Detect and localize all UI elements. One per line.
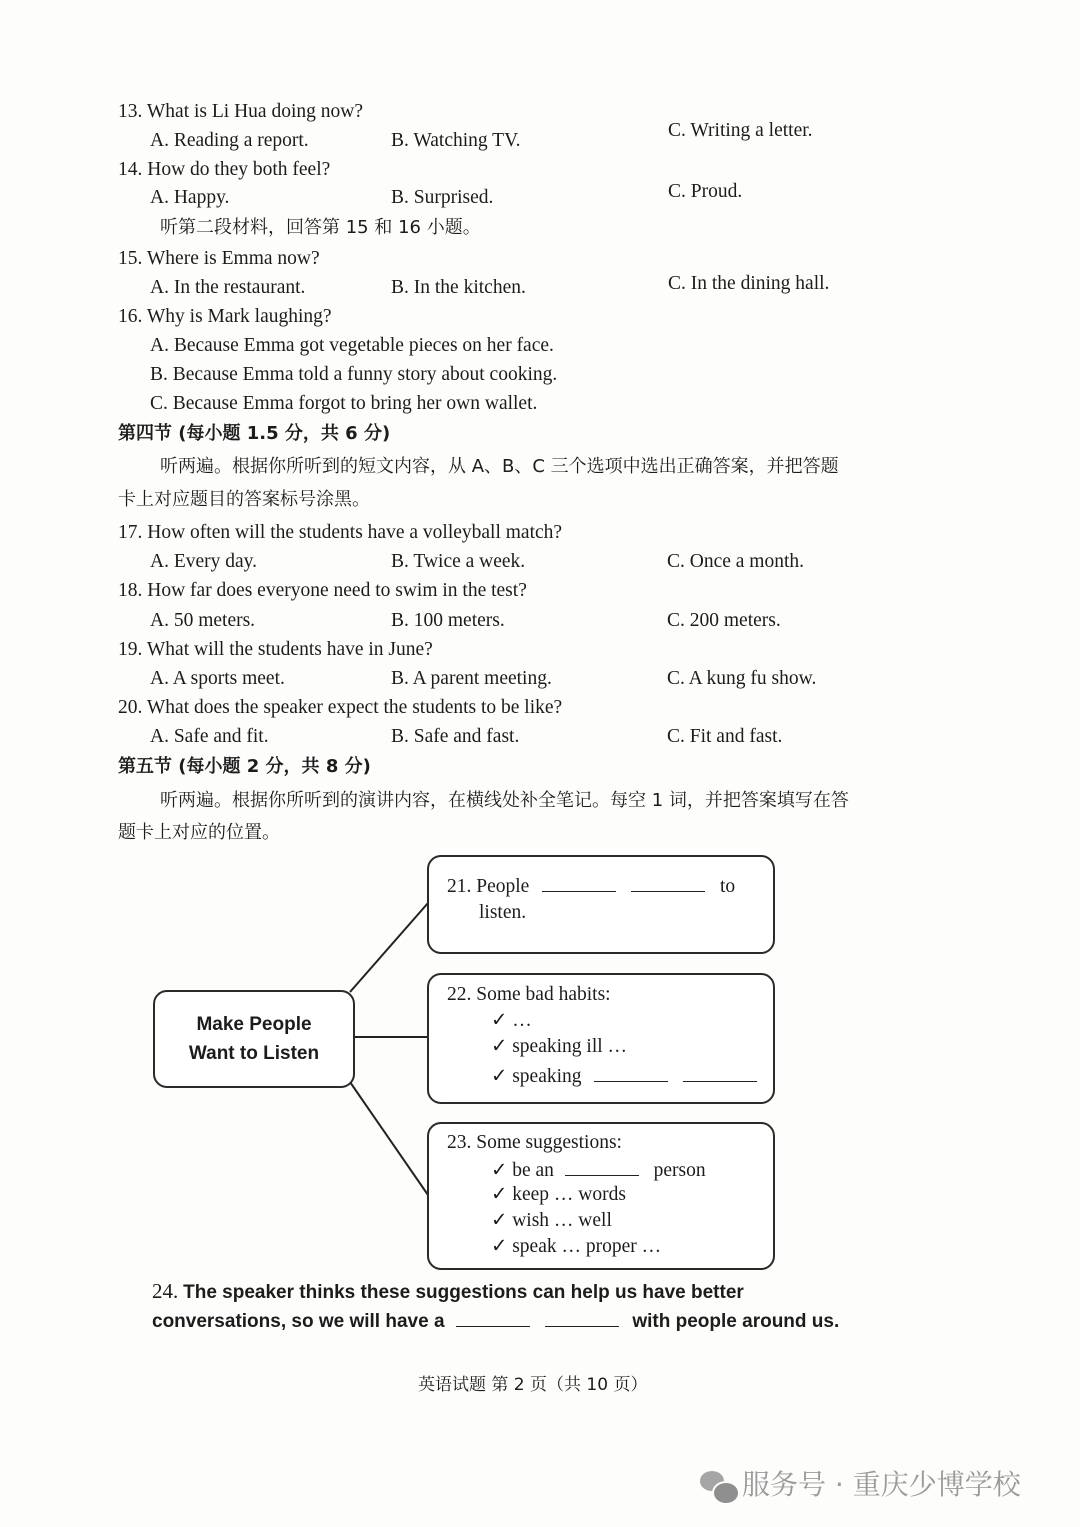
q24-blank-2[interactable]	[545, 1308, 619, 1327]
q14-stem: 14. How do they both feel?	[118, 159, 331, 180]
q14-option-c: C. Proud.	[668, 181, 743, 202]
q21-suffix: to	[719, 876, 736, 897]
check-icon: ✓	[491, 1010, 508, 1031]
q23-item-3: ✓ wish … well	[491, 1210, 612, 1231]
center-line-2: Want to Listen	[188, 1043, 320, 1064]
q15-option-c: C. In the dining hall.	[668, 273, 830, 294]
check-icon: ✓	[491, 1066, 508, 1087]
check-icon: ✓	[491, 1160, 508, 1181]
q20-stem: 20. What does the speaker expect the students to be like?	[118, 697, 563, 718]
q17-stem: 17. How often will the students have a volleyball match?	[118, 522, 563, 543]
q17-option-c: C. Once a month.	[667, 551, 805, 572]
check-icon: ✓	[491, 1236, 508, 1257]
q21-blank-2[interactable]	[631, 873, 705, 892]
q13-stem: 13. What is Li Hua doing now?	[118, 101, 363, 122]
q19-stem: 19. What will the students have in June?	[118, 639, 433, 660]
q23-blank[interactable]	[565, 1157, 639, 1176]
q16-option-b: B. Because Emma told a funny story about cooking.	[150, 364, 558, 385]
check-icon: ✓	[491, 1210, 508, 1231]
page-footer: 英语试题 第 2 页（共 10 页）	[418, 1375, 648, 1395]
q16-stem: 16. Why is Mark laughing?	[118, 306, 332, 327]
q13-option-b: B. Watching TV.	[391, 130, 521, 151]
q23-title: 23. Some suggestions:	[447, 1132, 622, 1153]
q17-option-a: A. Every day.	[150, 551, 258, 572]
q14-option-b: B. Surprised.	[391, 187, 494, 208]
mind-map-center	[153, 990, 355, 1088]
q22-blank-1[interactable]	[594, 1063, 668, 1082]
q21-prefix: 21. People	[447, 876, 530, 897]
q22-item-2: ✓ speaking ill …	[491, 1036, 628, 1057]
q14-option-a: A. Happy.	[150, 187, 230, 208]
q17-option-b: B. Twice a week.	[391, 551, 526, 572]
q19-option-c: C. A kung fu show.	[667, 668, 817, 689]
q19-option-b: B. A parent meeting.	[391, 668, 552, 689]
q24-line-1: 24. The speaker thinks these suggestions can help us have better	[152, 1279, 744, 1303]
q18-option-b: B. 100 meters.	[391, 610, 505, 631]
q24-line-2: conversations, so we will have a with people around us.	[152, 1308, 839, 1334]
check-icon: ✓	[491, 1184, 508, 1205]
q21-line-2: listen.	[479, 902, 527, 923]
center-line-1: Make People	[196, 1014, 312, 1035]
q23-item-2: ✓ keep … words	[491, 1184, 626, 1205]
q18-stem: 18. How far does everyone need to swim in the test?	[118, 580, 527, 601]
q22-blank-2[interactable]	[683, 1063, 757, 1082]
q13-option-c: C. Writing a letter.	[668, 120, 813, 141]
q18-option-c: C. 200 meters.	[667, 610, 781, 631]
section4-instructions-1: 听两遍。根据你所听到的短文内容，从 A、B、C 三个选项中选出正确答案，并把答题	[160, 456, 839, 477]
check-icon: ✓	[491, 1036, 508, 1057]
q21-box	[427, 855, 775, 954]
q13-option-a: A. Reading a report.	[150, 130, 309, 151]
q16-option-c: C. Because Emma forgot to bring her own wallet.	[150, 393, 538, 414]
q15-option-a: A. In the restaurant.	[150, 277, 306, 298]
q19-option-a: A. A sports meet.	[150, 668, 285, 689]
q22-item-3: ✓ speaking	[491, 1063, 757, 1089]
q20-option-a: A. Safe and fit.	[150, 726, 269, 747]
q22-item-1: ✓ …	[491, 1010, 532, 1031]
q15-stem: 15. Where is Emma now?	[118, 248, 320, 269]
material2-note: 听第二段材料，回答第 15 和 16 小题。	[160, 217, 481, 238]
section4-instructions-2: 卡上对应题目的答案标号涂黑。	[118, 489, 370, 510]
q22-title: 22. Some bad habits:	[447, 984, 611, 1005]
q18-option-a: A. 50 meters.	[150, 610, 256, 631]
section4-title: 第四节 (每小题 1.5 分，共 6 分)	[118, 423, 391, 444]
section5-instructions-2: 题卡上对应的位置。	[118, 822, 280, 843]
section5-title: 第五节 (每小题 2 分，共 8 分)	[118, 756, 371, 777]
q23-item-4: ✓ speak … proper …	[491, 1236, 662, 1257]
wechat-icon	[700, 1471, 736, 1501]
section5-instructions-1: 听两遍。根据你所听到的演讲内容，在横线处补全笔记。每空 1 词，并把答案填写在答	[160, 790, 849, 811]
q24-blank-1[interactable]	[456, 1308, 530, 1327]
q22-box	[427, 973, 775, 1104]
q24-number: 24.	[152, 1279, 179, 1303]
q20-option-c: C. Fit and fast.	[667, 726, 783, 747]
q23-box	[427, 1122, 775, 1270]
watermark: 服务号 · 重庆少博学校	[700, 1463, 1021, 1503]
q21-blank-1[interactable]	[542, 873, 616, 892]
q20-option-b: B. Safe and fast.	[391, 726, 520, 747]
q15-option-b: B. In the kitchen.	[391, 277, 526, 298]
q23-item-1: ✓ be an person	[491, 1157, 706, 1183]
q16-option-a: A. Because Emma got vegetable pieces on her face.	[150, 335, 554, 356]
